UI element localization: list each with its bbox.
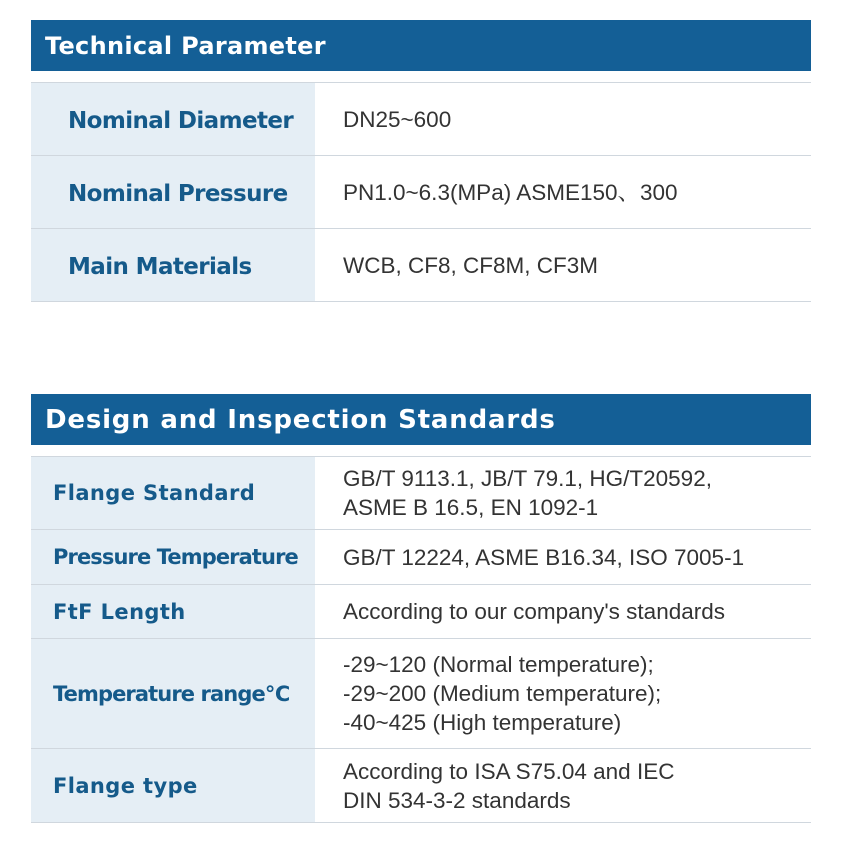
value-line: -29~120 (Normal temperature); xyxy=(343,652,654,677)
table-row xyxy=(31,749,811,823)
technical-parameter-header: Technical Parameter xyxy=(31,20,811,71)
value-line: According to our company's standards xyxy=(343,599,725,624)
value-line: ASME B 16.5, EN 1092-1 xyxy=(343,495,599,520)
design-standards-section xyxy=(31,394,811,823)
table-row xyxy=(31,156,811,229)
technical-parameter-table xyxy=(31,82,811,302)
row-label: Flange Standard xyxy=(31,457,315,529)
row-label: Pressure Temperature xyxy=(31,530,315,584)
table-row xyxy=(31,457,811,530)
row-label: Temperature range℃ xyxy=(31,639,315,748)
row-label: Main Materials xyxy=(31,229,315,301)
technical-parameter-section xyxy=(31,20,811,302)
row-value xyxy=(315,83,811,155)
table-row xyxy=(31,530,811,585)
value-line: -29~200 (Medium temperature); xyxy=(343,681,662,706)
table-row xyxy=(31,83,811,156)
design-standards-header: Design and Inspection Standards xyxy=(31,394,811,445)
value-line: GB/T 9113.1, JB/T 79.1, HG/T20592, xyxy=(343,466,712,491)
value-line: According to ISA S75.04 and IEC xyxy=(343,758,675,784)
design-standards-table xyxy=(31,456,811,823)
table-row xyxy=(31,229,811,302)
row-value xyxy=(315,530,811,584)
row-value xyxy=(315,156,811,228)
row-label: Nominal Pressure xyxy=(31,156,315,228)
row-label: Flange type xyxy=(31,749,315,822)
table-row xyxy=(31,585,811,639)
row-value xyxy=(315,749,811,822)
row-value xyxy=(315,229,811,301)
value-line: DN25~600 xyxy=(343,106,452,132)
row-label: FtF Length xyxy=(31,585,315,638)
value-line: WCB, CF8, CF8M, CF3M xyxy=(343,252,599,278)
value-line: DIN 534-3-2 standards xyxy=(343,787,571,813)
row-value xyxy=(315,457,811,529)
row-value xyxy=(315,639,811,748)
table-row xyxy=(31,639,811,749)
row-label: Nominal Diameter xyxy=(31,83,315,155)
value-line: GB/T 12224, ASME B16.34, ISO 7005-1 xyxy=(343,544,745,570)
row-value xyxy=(315,585,811,638)
value-line: PN1.0~6.3(MPa) ASME150、300 xyxy=(343,179,678,205)
value-line: -40~425 (High temperature) xyxy=(343,710,622,735)
